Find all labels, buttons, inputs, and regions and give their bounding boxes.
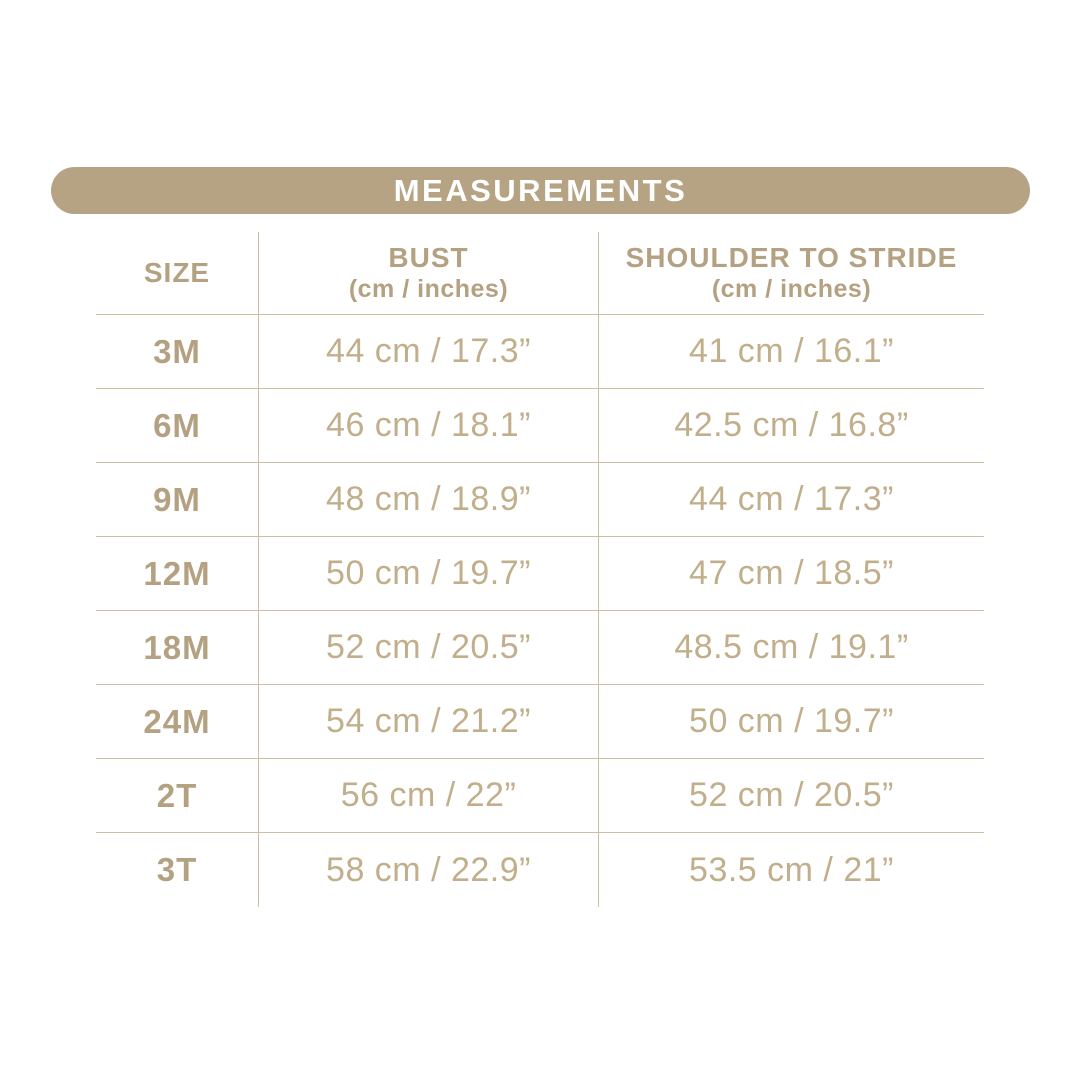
size-cell-18m bbox=[96, 611, 259, 685]
size-value: 3T bbox=[156, 851, 198, 888]
bust-value: 50 cm / 19.7” bbox=[326, 554, 531, 592]
shoulder-value: 41 cm / 16.1” bbox=[689, 332, 894, 370]
size-cell-9m bbox=[96, 463, 259, 537]
size-value: 12M bbox=[143, 554, 211, 592]
size-cell-3m bbox=[96, 315, 259, 389]
header-bust-sub: (cm / inches) bbox=[348, 275, 509, 304]
bust-cell-6m bbox=[259, 389, 599, 463]
shoulder-cell-2t bbox=[599, 759, 984, 833]
shoulder-value: 44 cm / 17.3” bbox=[689, 480, 894, 518]
shoulder-cell-24m bbox=[599, 685, 984, 759]
bust-cell-3t bbox=[259, 833, 599, 907]
measurements-banner bbox=[51, 167, 1030, 214]
shoulder-cell-3t bbox=[599, 833, 984, 907]
measurements-title: MEASUREMENTS bbox=[393, 172, 688, 208]
bust-value: 48 cm / 18.9” bbox=[326, 480, 531, 518]
bust-value: 44 cm / 17.3” bbox=[326, 332, 531, 370]
bust-value: 54 cm / 21.2” bbox=[326, 702, 531, 740]
bust-value: 46 cm / 18.1” bbox=[326, 406, 531, 444]
bust-cell-9m bbox=[259, 463, 599, 537]
size-value: 2T bbox=[156, 776, 198, 814]
shoulder-value: 50 cm / 19.7” bbox=[689, 702, 894, 740]
size-value: 9M bbox=[153, 480, 201, 518]
size-cell-24m bbox=[96, 685, 259, 759]
bust-value: 58 cm / 22.9” bbox=[326, 850, 531, 889]
header-cell-bust bbox=[259, 232, 599, 315]
size-value: 3M bbox=[153, 332, 201, 370]
size-value: 6M bbox=[153, 406, 201, 444]
size-value: 24M bbox=[143, 702, 211, 740]
size-chart-table bbox=[96, 232, 984, 907]
bust-cell-3m bbox=[259, 315, 599, 389]
size-value: 18M bbox=[143, 628, 211, 666]
header-shoulder-sub: (cm / inches) bbox=[711, 275, 872, 304]
shoulder-cell-6m bbox=[599, 389, 984, 463]
shoulder-cell-3m bbox=[599, 315, 984, 389]
shoulder-value: 53.5 cm / 21” bbox=[689, 850, 894, 889]
header-cell-size bbox=[96, 232, 259, 315]
shoulder-value: 47 cm / 18.5” bbox=[689, 554, 894, 592]
header-cell-shoulder bbox=[599, 232, 984, 315]
bust-cell-12m bbox=[259, 537, 599, 611]
header-bust-label: BUST bbox=[388, 241, 469, 273]
shoulder-value: 42.5 cm / 16.8” bbox=[674, 406, 909, 444]
shoulder-value: 52 cm / 20.5” bbox=[689, 776, 894, 814]
shoulder-cell-12m bbox=[599, 537, 984, 611]
shoulder-cell-9m bbox=[599, 463, 984, 537]
header-shoulder-label: SHOULDER TO STRIDE bbox=[625, 241, 958, 273]
bust-value: 52 cm / 20.5” bbox=[326, 628, 531, 666]
size-cell-3t bbox=[96, 833, 259, 907]
size-cell-12m bbox=[96, 537, 259, 611]
bust-cell-24m bbox=[259, 685, 599, 759]
shoulder-cell-18m bbox=[599, 611, 984, 685]
shoulder-value: 48.5 cm / 19.1” bbox=[674, 628, 909, 666]
size-cell-6m bbox=[96, 389, 259, 463]
bust-cell-18m bbox=[259, 611, 599, 685]
size-cell-2t bbox=[96, 759, 259, 833]
bust-value: 56 cm / 22” bbox=[340, 776, 517, 814]
bust-cell-2t bbox=[259, 759, 599, 833]
header-size-label: SIZE bbox=[143, 256, 211, 288]
